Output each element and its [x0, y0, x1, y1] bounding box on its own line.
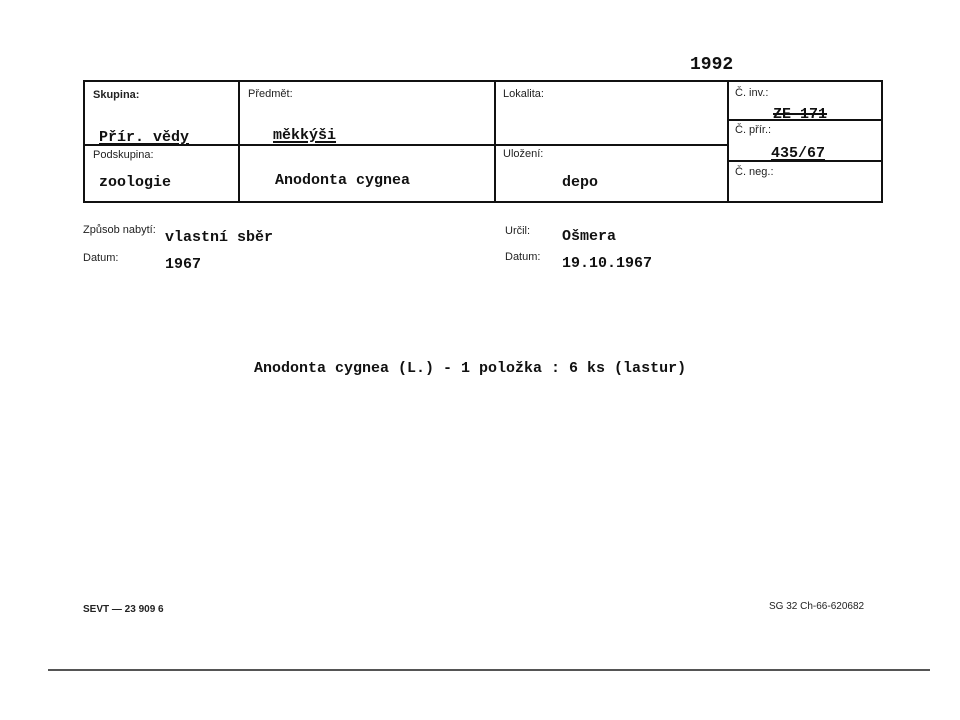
podskupina-value: zoologie — [99, 174, 172, 191]
datum2-value: 19.10.1967 — [562, 255, 653, 272]
catalog-card-grid — [83, 80, 883, 203]
predmet-value: měkkýši — [273, 127, 337, 144]
urcil-label: Určil: — [505, 225, 531, 237]
ulozeni-value: depo — [562, 174, 599, 191]
species-value: Anodonta cygnea — [275, 172, 411, 189]
datum-label: Datum: — [83, 252, 119, 264]
year-stamp: 1992 — [690, 55, 734, 75]
podskupina-label: Podskupina: — [93, 149, 154, 161]
datum2-label: Datum: — [505, 251, 541, 263]
c-prir-value: 435/67 — [771, 145, 826, 162]
c-prir-label: Č. přír.: — [735, 124, 772, 136]
datum-value: 1967 — [165, 256, 202, 273]
ulozeni-label: Uložení: — [503, 148, 544, 160]
footer-left: SEVT — 23 909 6 — [83, 604, 164, 615]
urcil-value: Ošmera — [562, 228, 617, 245]
skupina-value: Přír. vědy — [99, 129, 190, 146]
zpusob-label: Způsob nabytí: — [83, 224, 156, 236]
c-inv-label: Č. inv.: — [735, 87, 769, 99]
skupina-label: Skupina: — [93, 89, 140, 101]
c-neg-label: Č. neg.: — [735, 166, 774, 178]
footer-right: SG 32 Ch-66-620682 — [769, 601, 865, 612]
c-inv-value: ZE 171 — [773, 106, 828, 123]
item-description: Anodonta cygnea (L.) - 1 položka : 6 ks (lastur) — [254, 360, 687, 377]
predmet-label: Předmět: — [248, 88, 293, 100]
card-bottom-edge — [48, 669, 930, 671]
zpusob-value: vlastní sběr — [165, 229, 274, 246]
lokalita-label: Lokalita: — [503, 88, 544, 100]
